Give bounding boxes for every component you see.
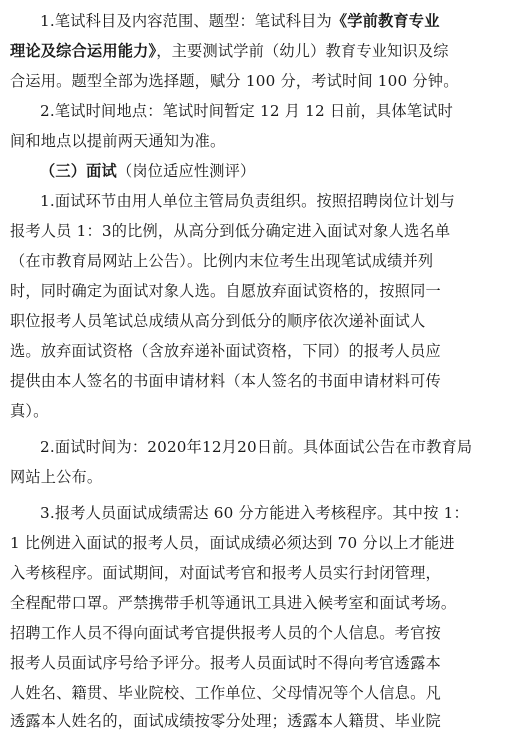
text-line: 透露本人姓名的，面试成绩按零分处理；透露本人籍贯、毕业院 xyxy=(10,712,441,730)
bold-course-title: 《学前教育专业 xyxy=(331,12,440,30)
text-line: 招聘工作人员不得向面试考官提供报考人员的个人信息。考官按 xyxy=(10,624,441,642)
text-line xyxy=(10,36,449,66)
text-line: 人姓名、籍贯、毕业院校、工作单位、父母情况等个人信息。凡 xyxy=(10,684,441,702)
text-line: （在市教育局网站上公告）。比例内末位考生出现笔试成绩并列 xyxy=(10,252,434,270)
text-line: 间和地点以提前两天通知为准。 xyxy=(10,132,226,150)
text-line: 选。放弃面试资格（含放弃递补面试资格，下同）的报考人员应 xyxy=(10,342,441,360)
section-title: （三）面试 xyxy=(40,162,117,180)
text-line: 提供由本人签名的书面申请材料（本人签名的书面申请材料可传 xyxy=(10,372,441,390)
section-heading xyxy=(40,156,255,186)
text-line: 报考人员面试序号给予评分。报考人员面试时不得向考官透露本 xyxy=(10,654,441,672)
text-line: 网站上公布。 xyxy=(10,468,103,486)
text-line: 职位报考人员笔试总成绩从高分到低分的顺序依次递补面试人 xyxy=(10,312,426,330)
text-line: 时，同时确定为面试对象人选。自愿放弃面试资格的，按照同一 xyxy=(10,282,441,300)
text-line xyxy=(40,6,440,36)
bold-course-title: 理论及综合运用能力》 xyxy=(10,42,157,60)
text-line: 真）。 xyxy=(10,402,49,420)
text-run: ，主要测试学前（幼儿）教育专业知识及综 xyxy=(156,42,449,60)
text-line: 1.面试环节由用人单位主管局负责组织。按照招聘岗位计划与 xyxy=(40,192,455,210)
text-line: 合运用。题型全部为选择题，赋分 100 分，考试时间 100 分钟。 xyxy=(10,72,459,90)
text-run: 1.笔试科目及内容范围、题型：笔试科目为 xyxy=(40,12,332,30)
text-line: 2.面试时间为：2020年12月20日前。具体面试公告在市教育局 xyxy=(40,438,473,456)
text-line: 报考人员 1：3的比例，从高分到低分确定进入面试对象人选名单 xyxy=(10,222,451,240)
text-line: 全程配带口罩。严禁携带手机等通讯工具进入候考室和面试考场。 xyxy=(10,594,457,612)
text-line: 3.报考人员面试成绩需达 60 分方能进入考核程序。其中按 1： xyxy=(40,504,469,522)
section-subtitle: （岗位适应性测评） xyxy=(116,162,256,180)
text-line: 2.笔试时间地点：笔试时间暂定 12 月 12 日前，具体笔试时 xyxy=(40,102,453,120)
text-line: 入考核程序。面试期间，对面试考官和报考人员实行封闭管理， xyxy=(10,564,441,582)
text-line: 1 比例进入面试的报考人员，面试成绩必须达到 70 分以上才能进 xyxy=(10,534,455,552)
